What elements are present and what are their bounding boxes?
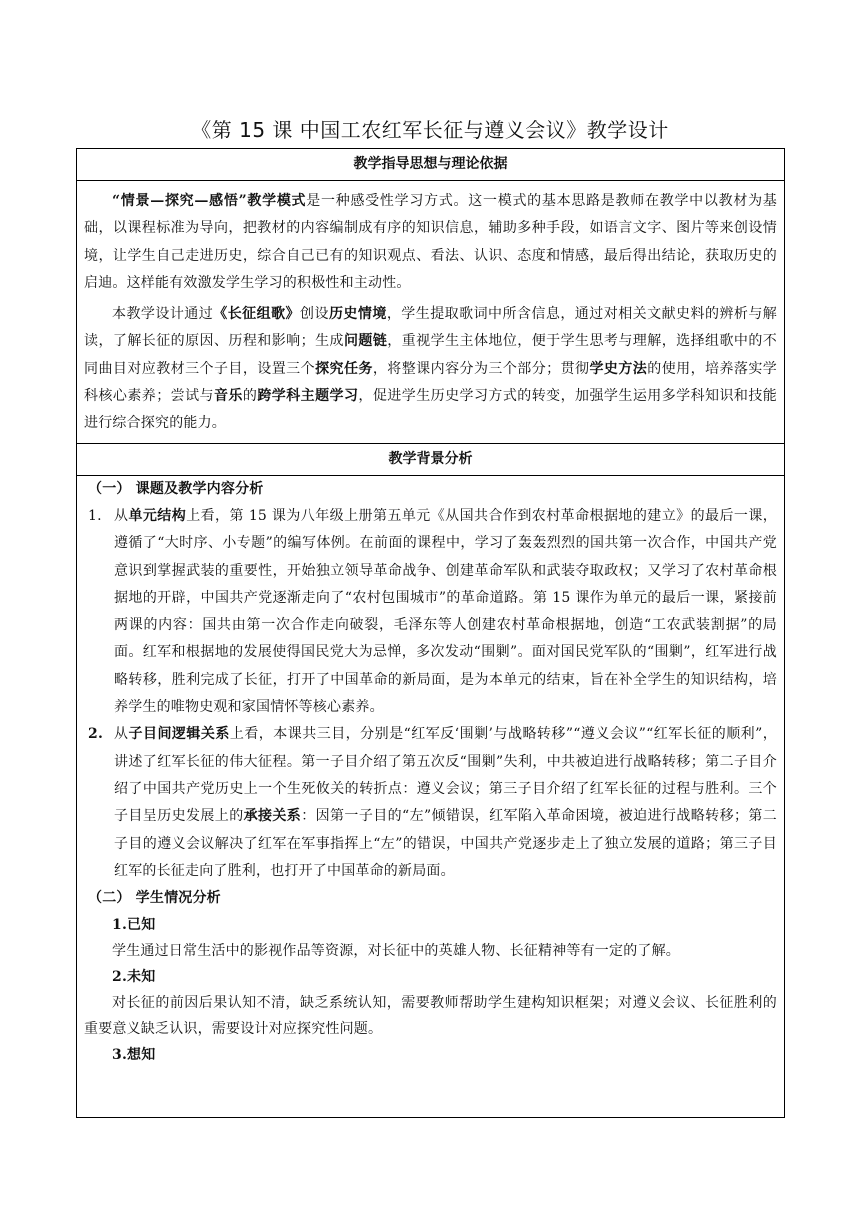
teaching-model-name: “情景—探究—感悟”教学模式 [112, 193, 307, 209]
guiding-paragraph-2: 本教学设计通过《长征组歌》创设历史情境，学生提取歌词中所含信息，通过对相关文献史料的辨析与解读，了解长征的原因、历程和影响；生成问题链，重视学生主体地位，便于学生思考与理解，选择组歌中的不同曲目对应教材三个子目，设置三个探究任务，将整课内容分为三个部分；贯彻学史方法的使用，培养落实学科核心素养；尝试与音乐的跨学科主题学习，促进学生历史学习方式的转变，加强学生运用多学科知识和技能进行综合探究的能力。 [84, 306, 778, 432]
unknown-text: 对长征的前因后果认知不清，缺乏系统认知，需要教师帮助学生建构知识框架；对遵义会议、长征胜利的重要意义缺乏认识，需要设计对应探究性问题。 [84, 995, 777, 1038]
subsection-title-content-analysis: （一） 课题及教学内容分析 [88, 480, 264, 497]
list-item: 1. 从单元结构上看，第 15 课为八年级上册第五单元《从国共合作到农村革命根据地的建立》的最后一课，遵循了“大时序、小专题”的编写体例。在前面的课程中，学习了轰轰烈烈的国共第一次合作，中国共产党意识到掌握武装的重要性，开始独立领导革命战争、创建革命军队和武装夺取政权；又学习了农村革命根据地的开辟，中国共产党逐渐走向了“农村包围城市”的革命道路。第 15 课作为单元的最后一课，紧接前两课的内容：国共由第一次合作走向破裂，毛泽东等人创建农村革命根据地，创造“工农武装割据”的局面。红军和根据地的发展使得国民党大为忌惮，多次发动“围剿”。面对国民党军队的“围剿”，红军进行战略转移，胜利完成了长征，打开了中国革命的新局面，是为本单元的结束，旨在补全学生的知识结构，培养学生的唯物史观和家国情怀等核心素养。 [88, 507, 777, 716]
guiding-paragraph-1: “情景—探究—感悟”教学模式是一种感受性学习方式。这一模式的基本思路是教师在教学中以教材为基础，以课程标准为导向，把教材的内容编制成有序的知识信息，辅助多种手段，如语言文字、图片等来创设情境，让学生自己走进历史，综合自己已有的知识观点、看法、认识、态度和情感，最后得出结论，获取历史的启迪。这样能有效激发学生学习的积极性和主动性。 [84, 193, 777, 291]
subsection-title-student-analysis: （二） 学生情况分析 [88, 890, 221, 907]
want-to-know-heading: 3.想知 [112, 1047, 156, 1064]
section-heading-guiding-thought: 教学指导思想与理论依据 [77, 149, 784, 181]
guiding-thought-content [77, 181, 784, 444]
list-item: 2. 从子目间逻辑关系上看，本课共三目，分别是“红军反‘围剿’与战略转移”“遵义会议”“红军长征的顺利”，讲述了红军长征的伟大征程。第一子目介绍了第五次反“围剿”失利，中共被迫进行战略转移；第二子目介绍了中国共产党历史上一个生死攸关的转折点：遵义会议；第三子目介绍了红军长征的过程与胜利。三个子目呈历史发展上的承接关系：因第一子目的“左”倾错误，红军陷入革命困境，被迫进行战略转移；第二子目的遵义会议解决了红军在军事指挥上“左”的错误，中国共产党逐步走上了独立发展的道路；第三子目红军的长征走向了胜利，也打开了中国革命的新局面。 [88, 726, 777, 879]
known-text: 学生通过日常生活中的影视作品等资源，对长征中的英雄人物、长征精神等有一定的了解。 [112, 943, 680, 960]
known-heading: 1.已知 [112, 917, 156, 934]
background-content [77, 476, 784, 1069]
lesson-plan-table [76, 148, 785, 1118]
unknown-heading: 2.未知 [112, 969, 156, 986]
section-heading-background: 教学背景分析 [77, 444, 784, 476]
page-title: 《第 15 课 中国工农红军长征与遵义会议》教学设计 [191, 118, 669, 142]
